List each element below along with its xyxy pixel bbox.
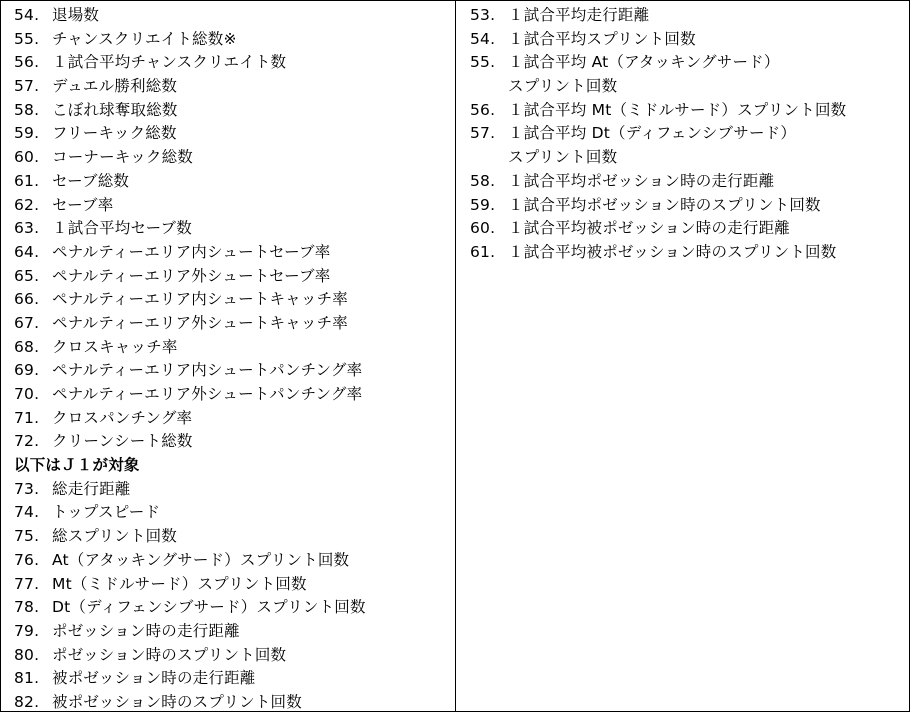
list-item bbox=[14, 430, 455, 454]
item-number: 70. bbox=[14, 385, 40, 403]
item-label-continuation: スプリント回数 bbox=[508, 148, 618, 167]
item-label: １試合平均 Mt（ミドルサード）スプリント回数 bbox=[508, 100, 847, 119]
item-number: 78. bbox=[14, 598, 40, 617]
item-number: 61. bbox=[14, 171, 40, 190]
list-item bbox=[14, 122, 455, 146]
item-label: クロスキャッチ率 bbox=[52, 337, 178, 356]
list-item-continuation bbox=[470, 146, 909, 170]
item-label: デュエル勝利総数 bbox=[52, 77, 178, 96]
list-item bbox=[14, 596, 455, 620]
list-item bbox=[470, 194, 909, 218]
item-label: トップスピード bbox=[52, 503, 161, 522]
item-label: １試合平均ポゼッション時の走行距離 bbox=[508, 171, 775, 190]
list-item bbox=[14, 359, 455, 383]
item-number: 79. bbox=[14, 621, 40, 640]
list-item bbox=[14, 573, 455, 597]
item-label: ペナルティーエリア内シュートセーブ率 bbox=[52, 242, 331, 261]
list-item bbox=[14, 501, 455, 525]
item-label: １試合平均 At（アタッキングサード） bbox=[508, 53, 780, 72]
item-number: 62. bbox=[14, 195, 40, 214]
item-number: 72. bbox=[14, 432, 40, 451]
list-item bbox=[14, 549, 455, 573]
item-label: ペナルティーエリア外シュートセーブ率 bbox=[52, 266, 331, 285]
list-item bbox=[14, 288, 455, 312]
list-item bbox=[14, 383, 455, 407]
list-item bbox=[14, 99, 455, 123]
item-label: １試合平均ポゼッション時のスプリント回数 bbox=[508, 195, 821, 214]
item-label: １試合平均スプリント回数 bbox=[508, 29, 696, 48]
list-item bbox=[14, 667, 455, 691]
list-item bbox=[14, 194, 455, 218]
list-item bbox=[14, 51, 455, 75]
list-item bbox=[14, 525, 455, 549]
item-number: 71. bbox=[14, 408, 40, 427]
list-item bbox=[14, 644, 455, 668]
item-label: ポゼッション時の走行距離 bbox=[52, 621, 240, 640]
item-label-continuation: スプリント回数 bbox=[508, 77, 618, 96]
list-item bbox=[14, 75, 455, 99]
item-label: １試合平均被ポゼッション時の走行距離 bbox=[508, 219, 790, 238]
item-label: ペナルティーエリア外シュートパンチング率 bbox=[52, 385, 363, 403]
item-label: 退場数 bbox=[52, 6, 100, 24]
item-label: １試合平均 Dt（ディフェンシブサード） bbox=[508, 124, 797, 143]
item-label: Dt（ディフェンシブサード）スプリント回数 bbox=[52, 598, 366, 617]
list-item bbox=[14, 336, 455, 360]
item-number: 61. bbox=[470, 242, 496, 261]
item-number: 53. bbox=[470, 6, 496, 24]
item-number: 63. bbox=[14, 219, 40, 238]
item-label: １試合平均チャンスクリエイト数 bbox=[52, 53, 287, 72]
list-item bbox=[470, 4, 909, 28]
item-label: こぼれ球奪取総数 bbox=[52, 100, 178, 119]
item-label: 総スプリント回数 bbox=[52, 527, 177, 546]
list-item bbox=[470, 217, 909, 241]
item-number: 76. bbox=[14, 550, 40, 569]
list-item bbox=[14, 4, 455, 28]
item-number: 56. bbox=[14, 53, 40, 72]
list-item bbox=[470, 122, 909, 146]
item-label: １試合平均セーブ数 bbox=[52, 219, 192, 238]
item-label: コーナーキック総数 bbox=[52, 148, 193, 167]
list-item bbox=[14, 312, 455, 336]
item-number: 59. bbox=[470, 195, 496, 214]
item-number: 54. bbox=[14, 6, 40, 24]
list-item bbox=[14, 691, 455, 711]
item-number: 55. bbox=[470, 53, 496, 72]
item-number: 80. bbox=[14, 645, 40, 664]
item-label: ペナルティーエリア内シュートキャッチ率 bbox=[52, 290, 348, 309]
item-label: 被ポゼッション時のスプリント回数 bbox=[52, 692, 302, 711]
list-item bbox=[14, 620, 455, 644]
item-label: フリーキック総数 bbox=[52, 124, 177, 143]
item-label: クロスパンチング率 bbox=[52, 408, 193, 427]
item-label: セーブ率 bbox=[52, 195, 114, 214]
item-number: 75. bbox=[14, 527, 40, 546]
list-item bbox=[470, 51, 909, 75]
item-label: At（アタッキングサード）スプリント回数 bbox=[52, 550, 350, 569]
item-number: 58. bbox=[470, 171, 496, 190]
item-number: 60. bbox=[470, 219, 496, 238]
left-column bbox=[1, 1, 456, 711]
right-column bbox=[456, 1, 909, 711]
item-number: 64. bbox=[14, 242, 40, 261]
list-item bbox=[470, 28, 909, 52]
item-number: 81. bbox=[14, 669, 40, 688]
item-number: 82. bbox=[14, 692, 40, 711]
list-item bbox=[14, 146, 455, 170]
item-number: 74. bbox=[14, 503, 40, 522]
item-label: ペナルティーエリア外シュートキャッチ率 bbox=[52, 313, 348, 332]
item-number: 56. bbox=[470, 100, 496, 119]
item-label: セーブ総数 bbox=[52, 171, 130, 190]
item-number: 65. bbox=[14, 266, 40, 285]
list-item bbox=[14, 265, 455, 289]
item-label: Mt（ミドルサード）スプリント回数 bbox=[52, 574, 307, 593]
item-label: チャンスクリエイト総数※ bbox=[52, 29, 237, 48]
item-number: 73. bbox=[14, 479, 40, 498]
item-label: 総走行距離 bbox=[52, 479, 131, 498]
list-item-continuation bbox=[470, 75, 909, 99]
item-label: ポゼッション時のスプリント回数 bbox=[52, 645, 287, 664]
item-number: 66. bbox=[14, 290, 40, 309]
list-item bbox=[14, 28, 455, 52]
list-item bbox=[14, 478, 455, 502]
item-number: 68. bbox=[14, 337, 40, 356]
list-item bbox=[14, 407, 455, 431]
item-label: クリーンシート総数 bbox=[52, 432, 193, 451]
list-item bbox=[470, 170, 909, 194]
item-number: 69. bbox=[14, 361, 40, 380]
item-number: 55. bbox=[14, 29, 40, 48]
section-heading-j1: 以下はＪ１が対象 bbox=[14, 456, 140, 475]
item-label: ペナルティーエリア内シュートパンチング率 bbox=[52, 361, 363, 380]
item-number: 58. bbox=[14, 100, 40, 119]
list-item bbox=[470, 99, 909, 123]
item-number: 60. bbox=[14, 148, 40, 167]
list-item bbox=[14, 217, 455, 241]
item-number: 57. bbox=[14, 77, 40, 96]
item-label: １試合平均被ポゼッション時のスプリント回数 bbox=[508, 242, 837, 261]
list-item bbox=[14, 241, 455, 265]
list-item bbox=[470, 241, 909, 265]
item-label: １試合平均走行距離 bbox=[508, 6, 650, 24]
item-number: 67. bbox=[14, 313, 40, 332]
item-number: 59. bbox=[14, 124, 40, 143]
item-label: 被ポゼッション時の走行距離 bbox=[52, 669, 256, 688]
list-item bbox=[14, 170, 455, 194]
item-number: 54. bbox=[470, 29, 496, 48]
item-number: 77. bbox=[14, 574, 40, 593]
item-number: 57. bbox=[470, 124, 496, 143]
